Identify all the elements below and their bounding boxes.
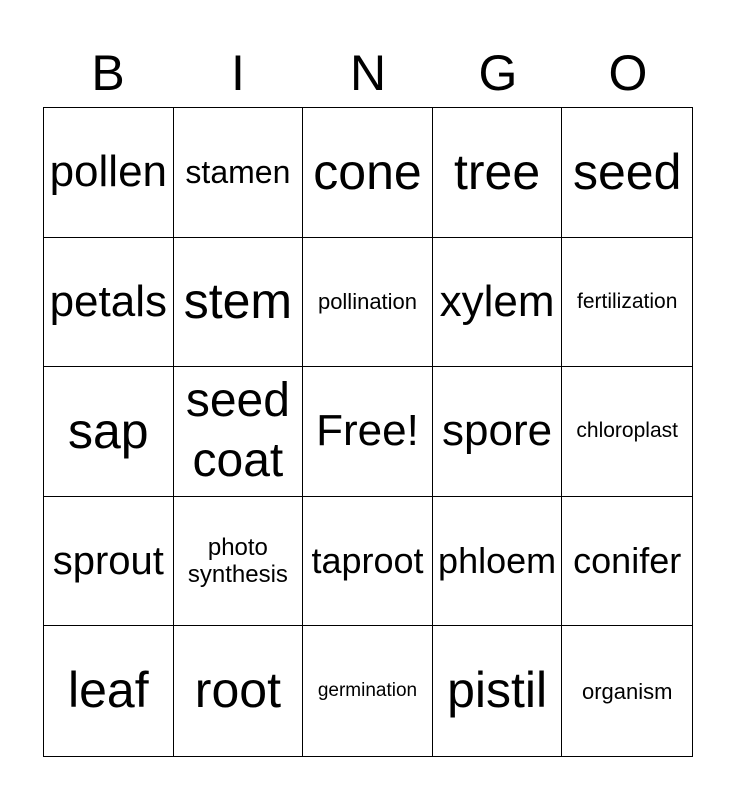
bingo-cell[interactable]: [303, 238, 433, 368]
cell-word: germination: [317, 680, 418, 702]
free-space-cell[interactable]: [303, 367, 433, 497]
cell-word: sprout: [52, 539, 164, 584]
bingo-cell[interactable]: [562, 497, 692, 627]
bingo-header: [43, 40, 693, 106]
bingo-cell[interactable]: [433, 367, 563, 497]
cell-word: petals: [49, 276, 167, 326]
cell-word: fertilization: [577, 289, 678, 313]
bingo-cell[interactable]: [303, 497, 433, 627]
cell-word: leaf: [67, 662, 149, 719]
cell-word: photo synthesis: [187, 533, 288, 589]
bingo-cell[interactable]: [44, 238, 174, 368]
bingo-cell[interactable]: [562, 108, 692, 238]
bingo-cell[interactable]: [44, 626, 174, 756]
bingo-cell[interactable]: [44, 367, 174, 497]
bingo-cell[interactable]: [174, 367, 304, 497]
cell-word: seed coat: [185, 374, 290, 488]
header-letter-b: B: [91, 45, 125, 101]
bingo-cell[interactable]: [303, 108, 433, 238]
bingo-cell[interactable]: [174, 626, 304, 756]
cell-word: chloroplast: [576, 419, 678, 443]
cell-word: tree: [454, 143, 541, 200]
cell-word: taproot: [311, 540, 424, 582]
header-letter-n: N: [349, 45, 387, 101]
cell-word: root: [194, 662, 281, 719]
cell-word: xylem: [439, 276, 555, 326]
cell-word: pistil: [447, 662, 548, 719]
bingo-board: [43, 107, 693, 757]
bingo-cell[interactable]: [174, 238, 304, 368]
bingo-cell[interactable]: [562, 238, 692, 368]
cell-word: spore: [442, 406, 553, 456]
cell-word: pollen: [49, 147, 168, 196]
cell-word: seed: [572, 143, 682, 200]
cell-word: conifer: [573, 540, 682, 582]
header-letter-i: I: [231, 45, 245, 101]
cell-word: stem: [183, 273, 293, 330]
bingo-cell[interactable]: [562, 367, 692, 497]
bingo-cell[interactable]: [44, 108, 174, 238]
cell-word: pollination: [317, 289, 418, 315]
cell-word: phloem: [438, 540, 557, 582]
cell-word: sap: [67, 402, 149, 459]
bingo-cell[interactable]: [433, 108, 563, 238]
bingo-cell[interactable]: [433, 626, 563, 756]
bingo-cell[interactable]: [174, 108, 304, 238]
bingo-cell[interactable]: [174, 497, 304, 627]
cell-word: stamen: [185, 153, 291, 190]
bingo-cell[interactable]: [433, 497, 563, 627]
header-letter-o: O: [608, 45, 648, 101]
bingo-cell[interactable]: [433, 238, 563, 368]
cell-word: organism: [581, 678, 673, 704]
cell-word: cone: [313, 143, 422, 200]
header-letter-g: G: [478, 45, 518, 101]
bingo-cell[interactable]: [303, 626, 433, 756]
free-space-label: Free!: [316, 406, 419, 456]
bingo-cell[interactable]: [44, 497, 174, 627]
bingo-cell[interactable]: [562, 626, 692, 756]
